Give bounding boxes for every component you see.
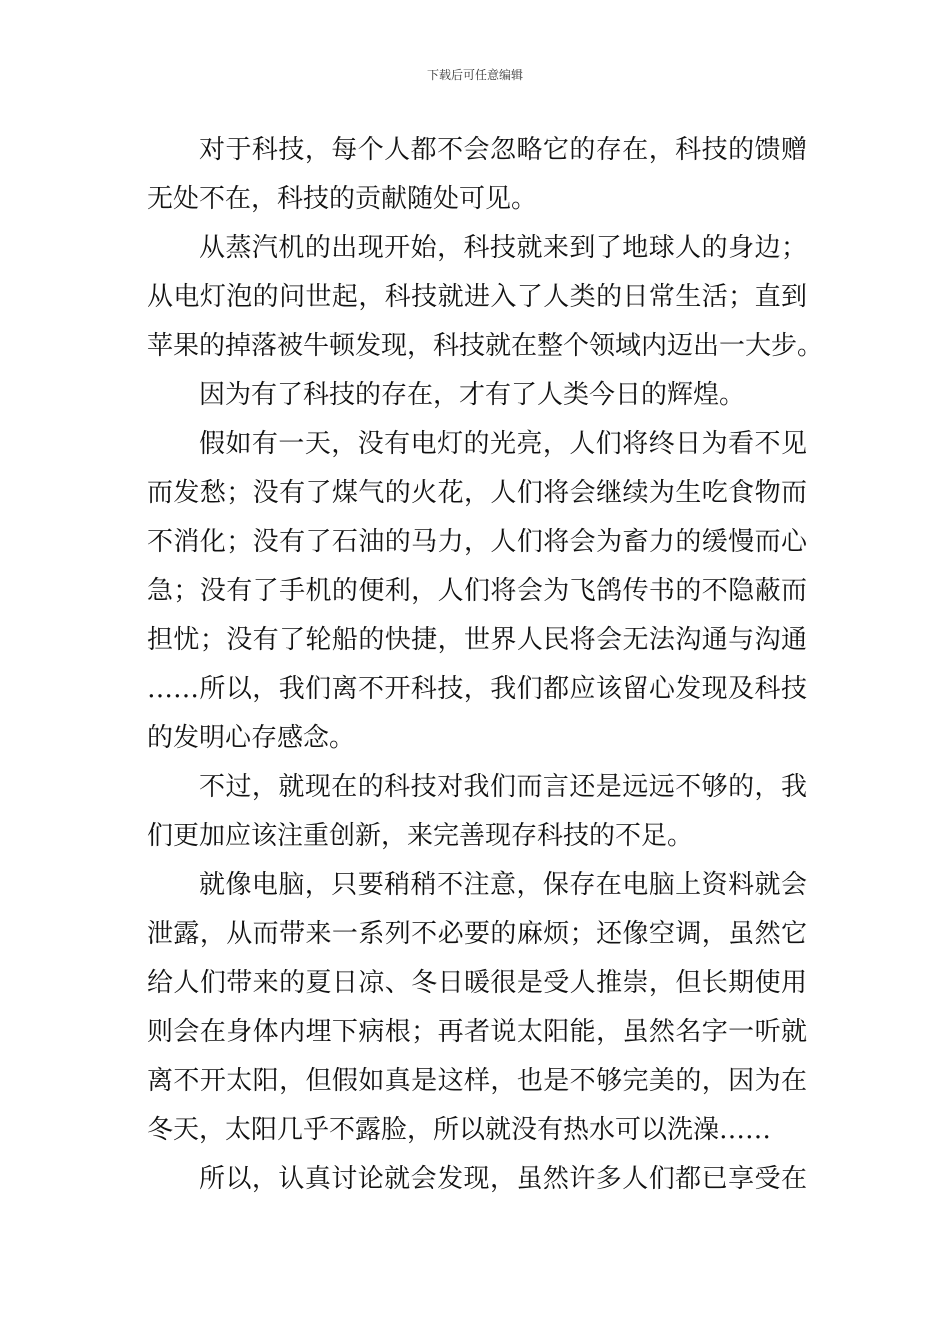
text-line: 给人们带来的夏日凉、冬日暖很是受人推崇，但长期使用 [147,968,807,998]
text-line: 从电灯泡的问世起，科技就进入了人类的日常生活；直到 [147,282,807,312]
text-line: 急；没有了手机的便利，人们将会为飞鸽传书的不隐蔽而 [147,576,807,606]
text-line: 而发愁；没有了煤气的火花，人们将会继续为生吃食物而 [147,478,807,508]
text-line: 就像电脑，只要稍稍不注意，保存在电脑上资料就会 [199,870,807,900]
text-line: 假如有一天，没有电灯的光亮，人们将终日为看不见 [199,429,807,459]
text-line: 所以，认真讨论就会发现，虽然许多人们都已享受在 [199,1164,807,1194]
text-line: 无处不在，科技的贡献随处可见。 [147,184,538,214]
text-line: 从蒸汽机的出现开始，科技就来到了地球人的身边； [199,233,807,263]
text-line: 不消化；没有了石油的马力，人们将会为畜力的缓慢而心 [147,527,807,557]
text-line: 不过，就现在的科技对我们而言还是远远不够的，我 [199,772,807,802]
text-line: 担忧；没有了轮船的快捷，世界人民将会无法沟通与沟通 [147,625,807,655]
document-body [147,126,824,1204]
text-line: 们更加应该注重创新，来完善现存科技的不足。 [147,821,694,851]
text-line: 冬天，太阳几乎不露脸，所以就没有热水可以洗澡…… [147,1115,772,1145]
text-line: 泄露，从而带来一系列不必要的麻烦；还像空调，虽然它 [147,919,807,949]
text-line: 离不开太阳，但假如真是这样，也是不够完美的，因为在 [147,1066,807,1096]
page-header: 下载后可任意编辑 [426,68,523,82]
text-line: 因为有了科技的存在，才有了人类今日的辉煌。 [199,380,746,410]
text-line: 则会在身体内埋下病根；再者说太阳能，虽然名字一听就 [147,1017,807,1047]
text-line: 的发明心存感念。 [147,723,356,753]
text-line: 苹果的掉落被牛顿发现，科技就在整个领域内迈出一大步。 [147,331,824,361]
text-line: ……所以，我们离不开科技，我们都应该留心发现及科技 [147,674,807,704]
text-line: 对于科技，每个人都不会忽略它的存在，科技的馈赠 [199,135,807,165]
